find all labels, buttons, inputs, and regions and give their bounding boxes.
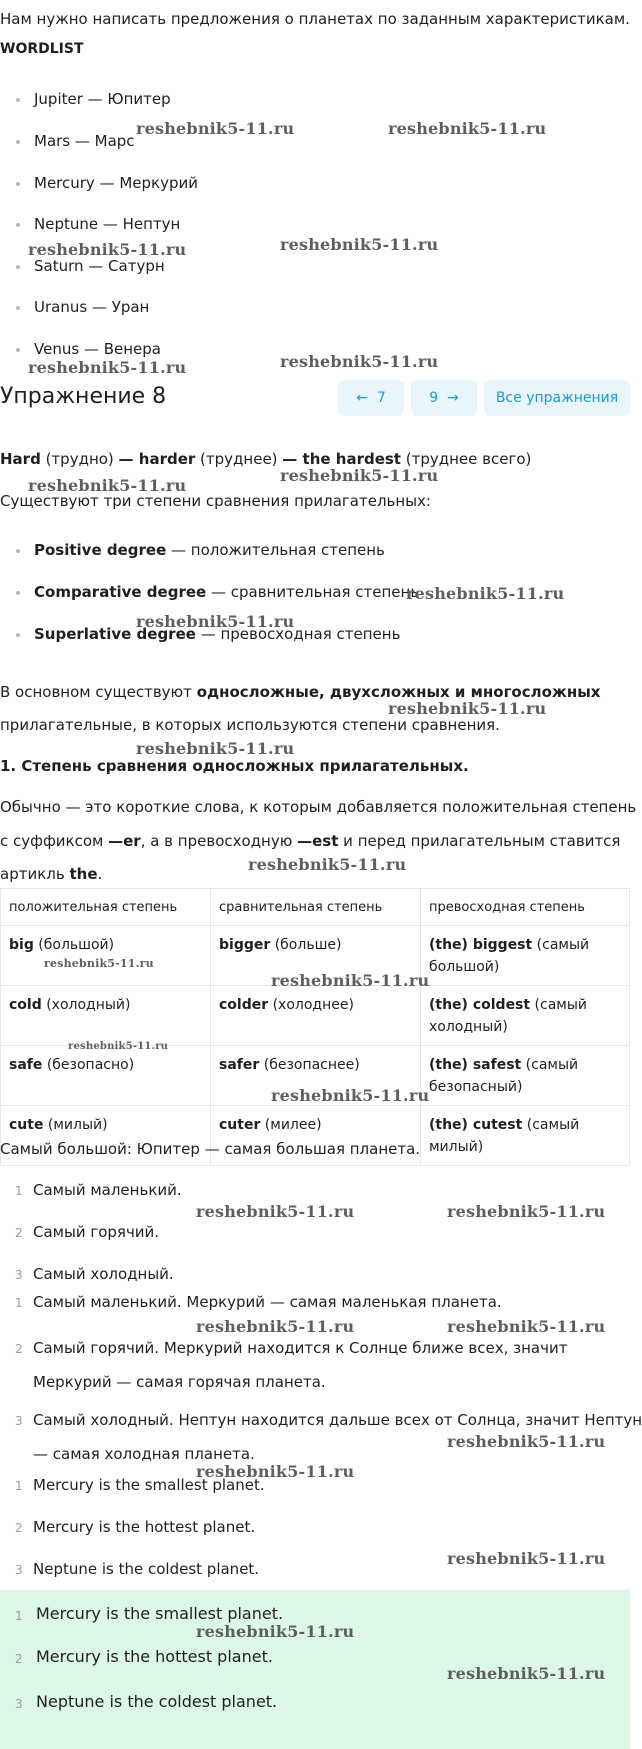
table-cell: cold (холодный) [1,986,211,1046]
watermark: reshebnik5-11.ru [447,1664,606,1683]
list-number: 3 [15,1563,23,1577]
watermark: reshebnik5-11.ru [68,1041,169,1052]
table-header: положительная степень [1,889,211,926]
intro-text: Нам нужно написать предложения о планетах по заданным характеристикам. [0,10,630,28]
list-number: 2 [15,1226,23,1240]
table-cell: (the) coldest (самый холодный) [421,986,630,1046]
table-cell: (the) biggest (самый большой) [421,926,630,986]
watermark: reshebnik5-11.ru [447,1432,606,1451]
paragraph-1-line-2: прилагательные, в которых используются степени сравнения. [0,716,500,734]
list-number: 3 [15,1697,23,1711]
bullet-icon [16,140,20,144]
table-cell: (the) safest (самый безопасный) [421,1046,630,1106]
list-number: 1 [15,1479,23,1493]
table-cell: (the) cutest (самый милый) [421,1106,630,1166]
watermark: reshebnik5-11.ru [280,235,439,254]
watermark: reshebnik5-11.ru [388,119,547,138]
bullet-icon [16,223,20,227]
bullet-icon [16,265,20,269]
section-1-title: 1. Степень сравнения односложных прилагательных. [0,757,469,775]
bullet-icon [16,549,20,553]
list-item: Самый маленький. Меркурий — самая маленькая планета. [33,1293,502,1311]
list-item: Neptune is the coldest planet. [33,1560,260,1578]
list-number: 1 [15,1184,23,1198]
watermark: reshebnik5-11.ru [44,957,154,970]
all-exercises-button[interactable]: Все упражнения [484,380,630,416]
prev-exercise-button[interactable]: ← 7 [338,380,404,416]
table-cell: colder (холоднее) [211,986,421,1046]
list-item-continued: — самая холодная планета. [33,1445,255,1463]
list-number: 3 [15,1414,23,1428]
degrees-example: Hard (трудно) — harder (труднее) — the hardest (труднее всего) [0,450,532,468]
list-number: 3 [15,1268,23,1282]
bullet-icon [16,591,20,595]
paragraph-2-line-1: Обычно — это короткие слова, к которым добавляется положительная степень [0,798,637,816]
watermark: reshebnik5-11.ru [280,352,439,371]
answer-item: Mercury is the hottest planet. [36,1647,273,1666]
list-item: Самый холодный. [33,1265,174,1283]
wordlist-title: WORDLIST [0,41,84,57]
watermark: reshebnik5-11.ru [28,358,187,377]
watermark: reshebnik5-11.ru [196,1317,355,1336]
list-item: Самый горячий. [33,1223,160,1241]
watermark: reshebnik5-11.ru [271,971,430,990]
bullet-icon [16,306,20,310]
list-item: Mercury is the smallest planet. [33,1476,265,1494]
paragraph-2-line-2: с суффиксом —er, а в превосходную —est и перед прилагательным ставится [0,832,621,850]
watermark: reshebnik5-11.ru [447,1202,606,1221]
watermark: reshebnik5-11.ru [196,1202,355,1221]
paragraph-1-line-1: В основном существуют односложные, двухсложных и многосложных [0,683,601,701]
watermark: reshebnik5-11.ru [388,699,547,718]
table-header: сравнительная степень [211,889,421,926]
watermark: reshebnik5-11.ru [406,584,565,603]
table-header: превосходная степень [421,889,630,926]
list-number: 2 [15,1652,23,1666]
table-row [1,986,630,1046]
table-cell: big (большой) [1,926,211,986]
watermark: reshebnik5-11.ru [447,1317,606,1336]
bullet-icon [16,182,20,186]
example-text: Самый большой: Юпитер — самая большая планета. [0,1140,421,1158]
bullet-icon [16,98,20,102]
watermark: reshebnik5-11.ru [248,855,407,874]
watermark: reshebnik5-11.ru [136,739,295,758]
table-cell: safer (безопаснее) [211,1046,421,1106]
watermark: reshebnik5-11.ru [196,1462,355,1481]
arrow-left-icon: ← [356,390,377,406]
table-cell: cuter (милее) [211,1106,421,1166]
list-number: 2 [15,1521,23,1535]
watermark: reshebnik5-11.ru [28,476,187,495]
bullet-icon [16,633,20,637]
next-exercise-button[interactable]: 9 → [411,380,477,416]
watermark: reshebnik5-11.ru [196,1622,355,1641]
list-item-continued: Меркурий — самая горячая планета. [33,1373,326,1391]
answer-item: Neptune is the coldest planet. [36,1692,278,1711]
answer-item: Mercury is the smallest planet. [36,1604,284,1623]
list-item: Самый горячий. Меркурий находится к Солнце ближе всех, значит [33,1339,568,1357]
exercise-title: Упражнение 8 [0,384,167,409]
list-item: Самый холодный. Нептун находится дальше всех от Солнца, значит Нептун [33,1411,642,1429]
table-cell: bigger (больше) [211,926,421,986]
table-cell: cute (милый) [1,1106,211,1166]
list-number: 2 [15,1342,23,1356]
list-item: Самый маленький. [33,1181,182,1199]
bullet-icon [16,348,20,352]
watermark: reshebnik5-11.ru [447,1549,606,1568]
list-number: 1 [15,1296,23,1310]
list-number: 1 [15,1609,23,1623]
table-cell: safe (безопасно) [1,1046,211,1106]
arrow-right-icon: → [438,390,459,406]
paragraph-2-line-3: артикль the. [0,865,103,883]
three-degrees-text: Существуют три степени сравнения прилагательных: [0,492,431,510]
watermark: reshebnik5-11.ru [280,466,439,485]
watermark: reshebnik5-11.ru [271,1086,430,1105]
list-item: Mercury is the hottest planet. [33,1518,256,1536]
watermark: reshebnik5-11.ru [136,612,295,631]
watermark: reshebnik5-11.ru [28,240,187,259]
watermark: reshebnik5-11.ru [136,119,295,138]
